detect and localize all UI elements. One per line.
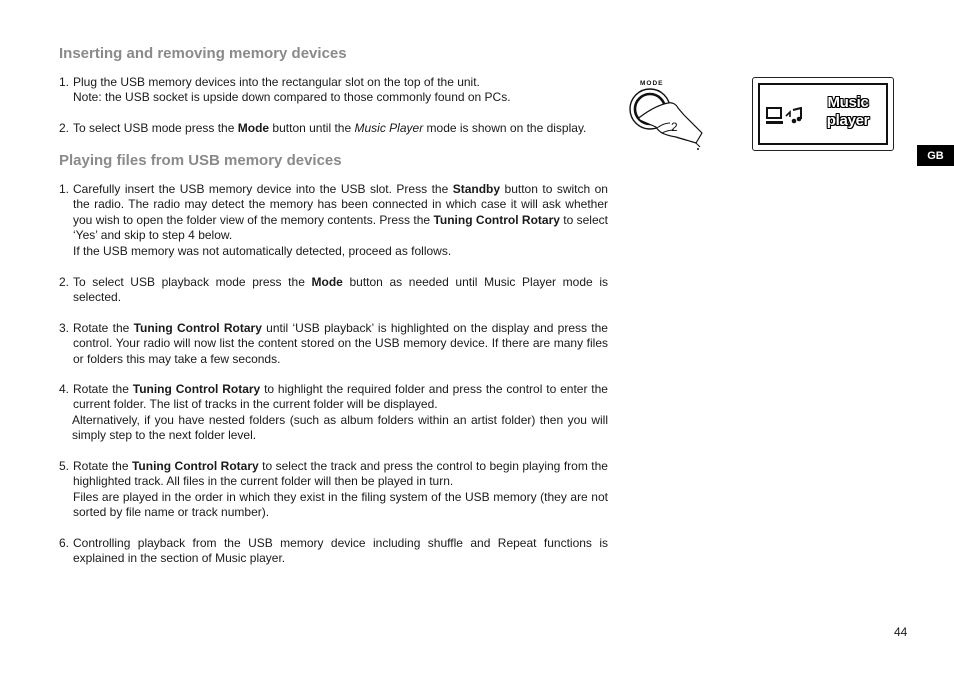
text-run: mode is shown on the display. <box>423 121 587 135</box>
playing-step-3 <box>59 321 608 367</box>
step-text <box>73 459 608 521</box>
inserting-step-1 <box>59 75 608 106</box>
step-line <box>73 382 608 413</box>
step-number: 3. <box>59 321 70 335</box>
text-run: Carefully insert the USB memory device into the USB slot. Press the <box>73 182 453 196</box>
text-run: to select the track and press the control to begin playing from the highlighted track. All files in the current folder will then be played in turn. <box>73 459 608 489</box>
display-line-2: player <box>826 112 870 129</box>
step-note: Files are played in the order in which they exist in the filing system of the USB memory (they are not sorted by file name or track number). <box>73 489 608 520</box>
heading-inserting: Inserting and removing memory devices <box>59 45 347 62</box>
step-text <box>73 321 608 367</box>
step-line <box>73 459 608 490</box>
text-run: To select USB mode press the <box>73 121 238 135</box>
step-note: Alternatively, if you have nested folders (such as album folders within an artist folder) then you will simply step to the next folder level. <box>72 412 608 443</box>
text-run: to highlight the required folder and press the control to enter the current folder. The list of tracks in the current folder will be displayed. <box>73 382 608 412</box>
text-run: button to switch on the radio. The radio may detect the memory has been connected in which case it will ask whether you wish to open the folder view of the memory contents. Press the <box>73 182 608 227</box>
text-run: to select ‘Yes’ and skip to step 4 below. <box>73 212 608 243</box>
step-number: 2. <box>59 121 70 135</box>
bold-mode: Mode <box>311 275 343 289</box>
text-run: until ‘USB playback’ is highlighted on the display and press the control. Your radio will now list the content stored on the USB memory device. If there are many files or folders this may take a few seconds. <box>73 321 608 366</box>
playing-step-4 <box>59 382 608 444</box>
mode-label: MODE <box>640 80 664 87</box>
step-note: If the USB memory was not automatically detected, proceed as follows. <box>73 243 452 258</box>
bold-standby: Standby <box>452 182 501 196</box>
heading-playing: Playing files from USB memory devices <box>59 152 342 169</box>
language-tab: GB <box>917 145 954 166</box>
bold-mode: Mode <box>237 121 270 135</box>
step-note: Note: the USB socket is upside down compared to those commonly found on PCs. <box>73 90 511 105</box>
text-run: button until the <box>269 121 355 135</box>
step-text <box>73 75 608 106</box>
display-illustration <box>752 77 894 151</box>
step-text: Controlling playback from the USB memory device including shuffle and Repeat functions is explained in the section of Music player. <box>73 536 608 566</box>
text-run: button as needed until Music Player mode is selected. <box>73 275 608 305</box>
playing-step-6 <box>59 536 608 567</box>
step-number: 1. <box>59 75 70 89</box>
step-number: 1. <box>59 182 70 196</box>
step-text <box>73 275 608 306</box>
playing-step-1 <box>59 182 608 259</box>
text-run: To select USB playback mode press the <box>73 275 312 289</box>
step-number: 2. <box>59 275 70 289</box>
step-text <box>73 182 608 259</box>
bold-tuning-control: Tuning Control Rotary <box>131 459 259 473</box>
step-number-badge: 2 <box>671 120 678 134</box>
mode-button-graphic <box>626 77 710 155</box>
step-number: 5. <box>59 459 70 473</box>
pc-music-icon <box>766 107 804 127</box>
italic-music-player: Music Player <box>354 121 424 135</box>
bold-tuning-control: Tuning Control Rotary <box>133 321 262 335</box>
mode-button-illustration <box>626 77 710 155</box>
step-text <box>73 121 608 136</box>
text-run: Rotate the <box>73 321 134 335</box>
step-line: Plug the USB memory devices into the rectangular slot on the top of the unit. <box>73 75 480 89</box>
playing-step-5 <box>59 459 608 521</box>
display-text <box>813 94 883 130</box>
step-line <box>73 182 608 244</box>
display-line-1: Music <box>827 94 869 111</box>
step-number: 4. <box>59 382 70 396</box>
text-run: Rotate the <box>73 459 132 473</box>
step-number: 6. <box>59 536 70 550</box>
bold-tuning-control: Tuning Control Rotary <box>132 382 261 396</box>
playing-step-2 <box>59 275 608 306</box>
page-number: 44 <box>894 625 908 639</box>
bold-tuning-control: Tuning Control Rotary <box>433 212 560 227</box>
text-run: Rotate the <box>73 382 133 396</box>
inserting-step-2 <box>59 121 608 136</box>
step-text <box>73 382 608 444</box>
